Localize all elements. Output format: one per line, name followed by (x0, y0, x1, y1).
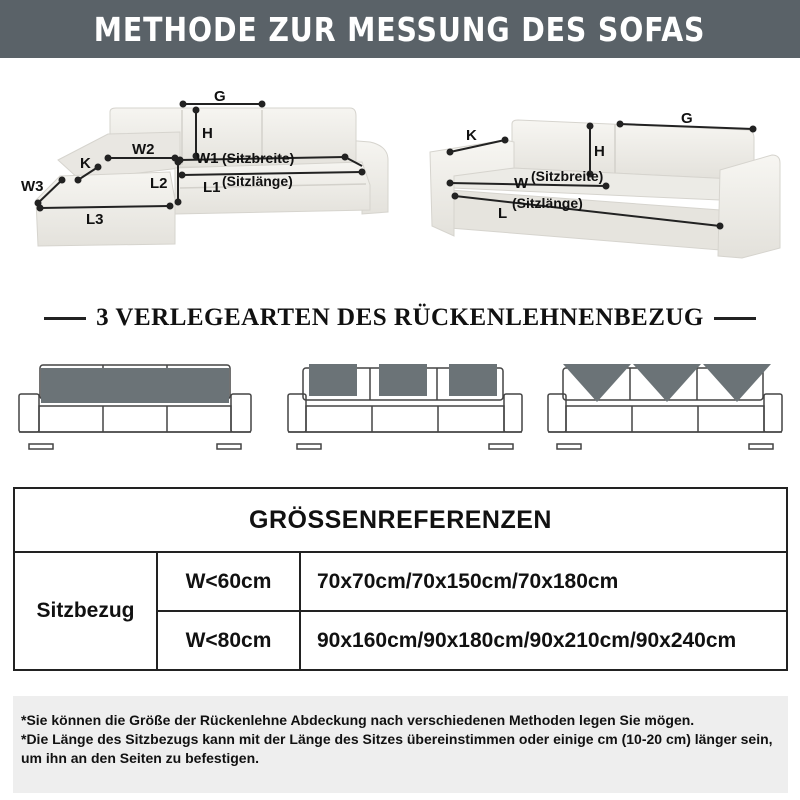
table-sizes-cell: 90x160cm/90x180cm/90x210cm/90x240cm (300, 611, 787, 670)
straight-label-w: W (514, 175, 529, 192)
methods-heading-text: 3 VERLEGEARTEN DES RÜCKENLEHNENBEZUG (96, 304, 704, 331)
corner-label-w1-desc: (Sitzbreite) (222, 150, 295, 166)
notes-box (13, 696, 788, 793)
table-width-cell: W<80cm (157, 611, 300, 670)
methods-heading (0, 300, 800, 336)
corner-label-w3: W3 (21, 178, 44, 195)
method-square-covers (285, 360, 525, 455)
method-full-cover (15, 360, 255, 455)
table-row-label: Sitzbezug (14, 552, 157, 670)
corner-label-w2: W2 (132, 141, 155, 158)
straight-label-l-desc: (Sitzlänge) (512, 195, 583, 211)
corner-label-h: H (202, 125, 213, 142)
corner-label-l1-desc: (Sitzlänge) (222, 173, 293, 189)
corner-label-g: G (214, 88, 226, 105)
corner-label-l2: L2 (150, 175, 168, 192)
corner-sofa-diagram (20, 85, 400, 255)
straight-label-g: G (681, 110, 693, 127)
page-title: METHODE ZUR MESSUNG DES SOFAS (94, 9, 706, 49)
corner-label-k: K (80, 155, 91, 172)
table-width-cell: W<60cm (157, 552, 300, 611)
straight-sofa-diagram (420, 100, 790, 265)
straight-label-l: L (498, 205, 508, 222)
corner-label-w1: W1 (196, 150, 219, 167)
straight-label-w-desc: (Sitzbreite) (531, 168, 604, 184)
corner-label-l3: L3 (86, 211, 104, 228)
method-triangle-covers (545, 360, 785, 455)
straight-label-h: H (594, 143, 605, 160)
note-back-cover: *Sie können die Größe der Rückenlehne Abdeckung nach verschiedenen Methoden legen Sie mögen. (21, 712, 695, 728)
note-seat-length: *Die Länge des Sitzbezugs kann mit der Länge des Sitzes übereinstimmen oder einige cm (10-20 cm) länger sein, um ihn an den Seiten zu befestigen. (21, 731, 773, 766)
size-reference-table (13, 487, 788, 671)
straight-label-k: K (466, 127, 477, 144)
corner-label-l1: L1 (203, 179, 221, 196)
table-sizes-cell: 70x70cm/70x150cm/70x180cm (300, 552, 787, 611)
heading-rule-right (714, 317, 756, 320)
heading-rule-left (44, 317, 86, 320)
title-banner (0, 0, 800, 58)
table-title: GRÖSSENREFERENZEN (14, 488, 787, 552)
